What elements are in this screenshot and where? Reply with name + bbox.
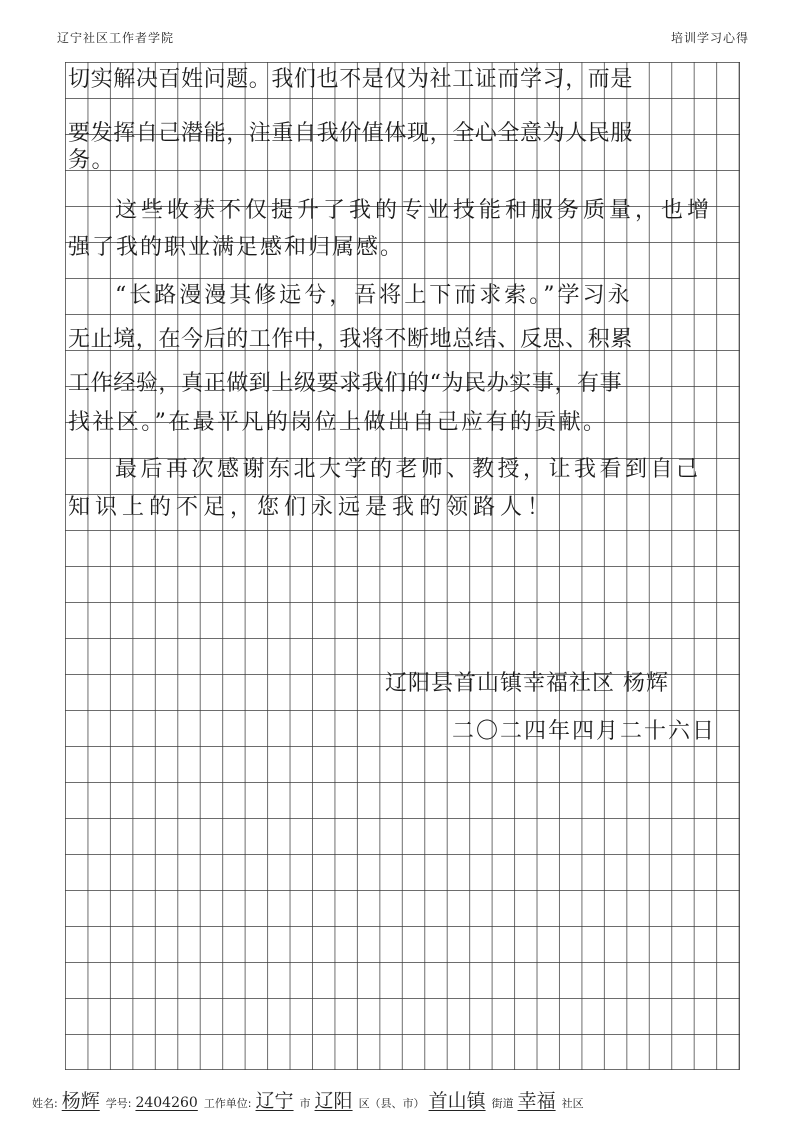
town-value: 首山镇 bbox=[428, 1090, 486, 1112]
essay-line-5: 强了我的职业满足感和归属感。 bbox=[68, 235, 405, 260]
student-id-value: 2404260 bbox=[135, 1095, 198, 1111]
name-label: 姓名: bbox=[32, 1097, 58, 1110]
community-label: 社区 bbox=[561, 1097, 584, 1110]
essay-line-11: 知识上的不足，您们永远是我的领路人！ bbox=[68, 495, 555, 520]
name-value: 杨辉 bbox=[61, 1090, 100, 1112]
district-value: 辽阳 bbox=[314, 1090, 353, 1112]
community-value: 幸福 bbox=[517, 1090, 556, 1112]
document-type: 培训学习心得 bbox=[670, 31, 749, 45]
school-name: 辽宁社区工作者学院 bbox=[57, 31, 175, 45]
city-label: 市 bbox=[299, 1097, 311, 1110]
essay-line-2: 要发挥自己潜能，注重自我价值体现，全心全意为人民服 bbox=[68, 121, 634, 146]
essay-line-3: 务。 bbox=[68, 148, 116, 173]
essay-line-10: 最后再次感谢东北大学的老师、教授，让我看到自己 bbox=[115, 457, 702, 482]
essay-line-9: 找社区。”在最平凡的岗位上做出自己应有的贡献。 bbox=[68, 410, 608, 435]
street-label: 街道 bbox=[491, 1097, 514, 1110]
work-unit-label: 工作单位: bbox=[203, 1097, 252, 1110]
signature-line: 辽阳县首山镇幸福社区 杨辉 bbox=[385, 671, 669, 696]
student-info-footer bbox=[32, 1086, 584, 1113]
essay-line-4: 这些收获不仅提升了我的专业技能和服务质量，也增 bbox=[115, 198, 714, 223]
date-line: 二〇二四年四月二十六日 bbox=[452, 719, 717, 744]
city-value: 辽宁 bbox=[255, 1090, 294, 1112]
essay-line-8: 工作经验，真正做到上级要求我们的“为民办实事，有事 bbox=[68, 371, 623, 396]
student-id-label: 学号: bbox=[105, 1097, 132, 1110]
essay-line-6: “长路漫漫其修远兮，吾将上下而求索。”学习永 bbox=[115, 283, 633, 308]
district-label: 区（县、市） bbox=[358, 1097, 425, 1110]
essay-line-1: 切实解决百姓问题。我们也不是仅为社工证而学习，而是 bbox=[68, 67, 634, 92]
essay-line-7: 无止境，在今后的工作中，我将不断地总结、反思、积累 bbox=[68, 327, 634, 352]
